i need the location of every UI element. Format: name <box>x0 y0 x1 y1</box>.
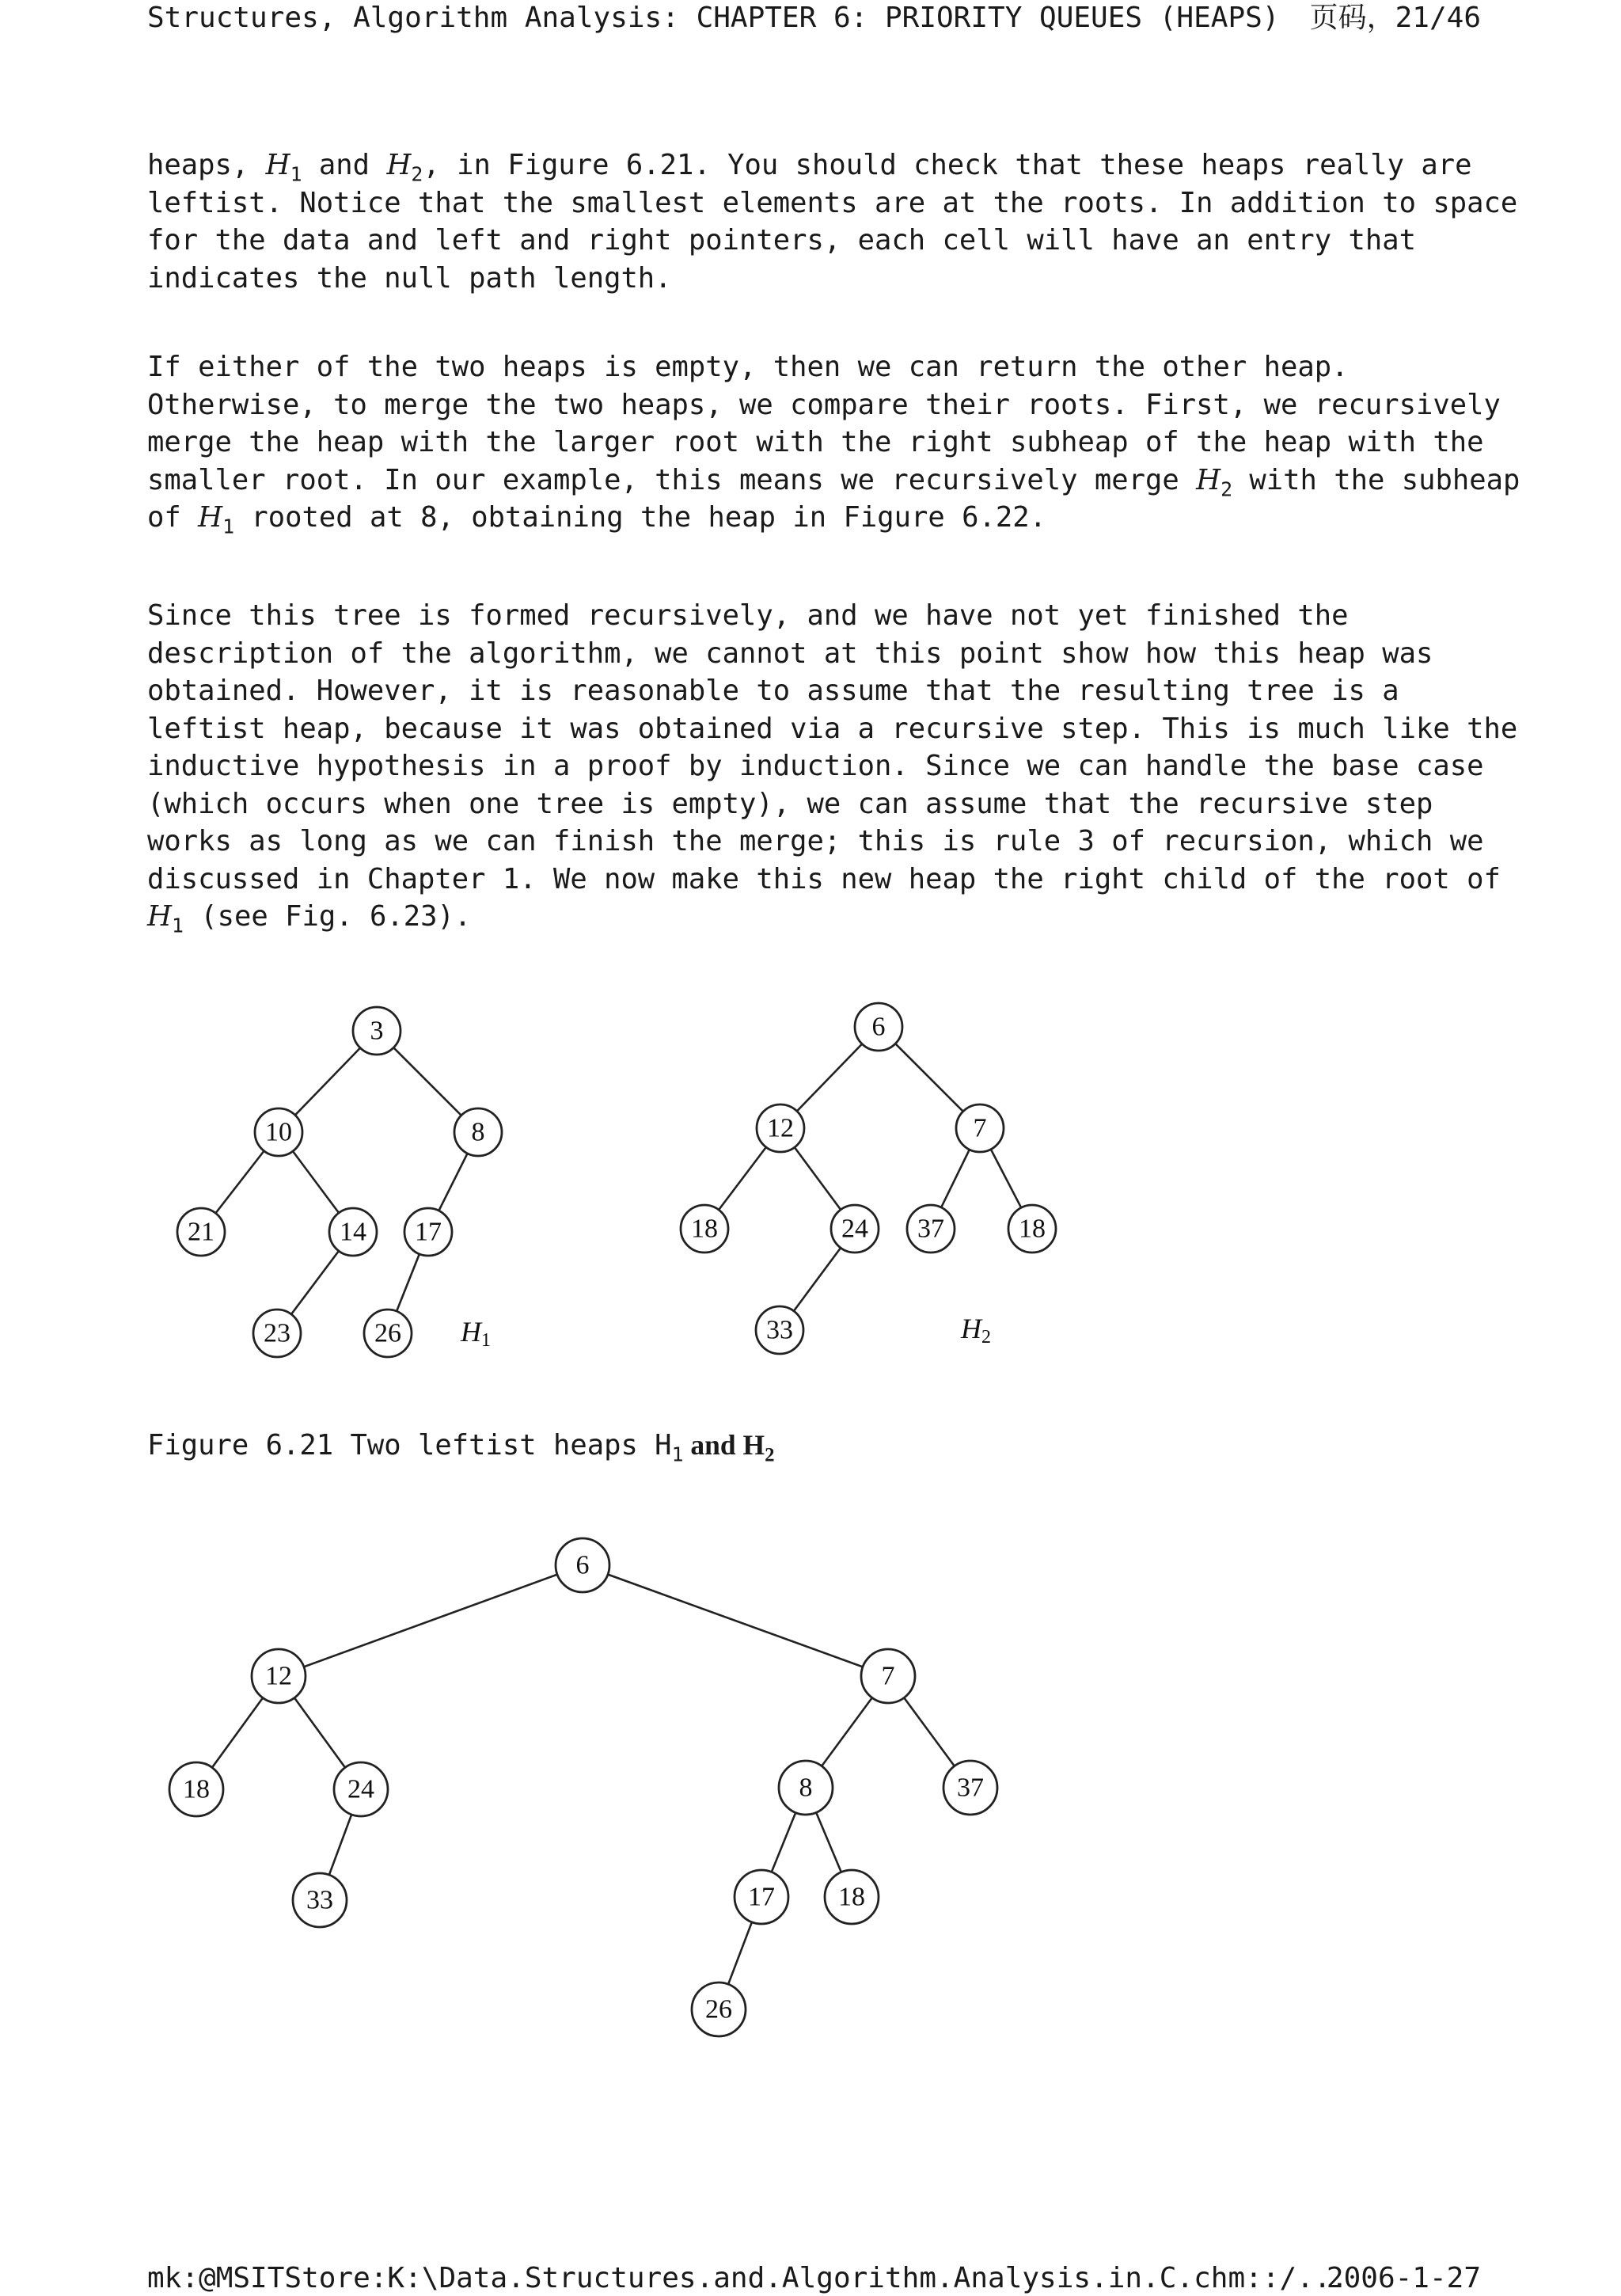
svg-text:23: 23 <box>264 1318 290 1348</box>
h1-node-10 <box>255 1108 302 1156</box>
fig622-node-18-right <box>825 1870 879 1924</box>
svg-text:33: 33 <box>306 1885 333 1915</box>
svg-text:17: 17 <box>415 1217 442 1247</box>
svg-text:21: 21 <box>188 1217 214 1247</box>
h1-node-23 <box>253 1310 301 1357</box>
fig622-node-17 <box>735 1870 788 1924</box>
svg-text:18: 18 <box>1019 1214 1046 1244</box>
svg-text:37: 37 <box>917 1214 944 1244</box>
fig622-node-24 <box>334 1762 388 1816</box>
svg-text:6: 6 <box>871 1012 886 1042</box>
svg-text:8: 8 <box>799 1773 813 1803</box>
fig622-node-33 <box>293 1873 347 1927</box>
svg-text:10: 10 <box>265 1117 292 1147</box>
h2-node-18-left <box>681 1205 728 1253</box>
h2-node-24 <box>831 1205 879 1253</box>
fig622-node-8 <box>779 1761 833 1815</box>
h2-node-12 <box>757 1104 804 1152</box>
svg-text:18: 18 <box>183 1774 210 1804</box>
svg-text:24: 24 <box>347 1774 374 1804</box>
svg-text:7: 7 <box>881 1661 895 1691</box>
svg-text:17: 17 <box>748 1882 775 1912</box>
svg-text:7: 7 <box>973 1113 987 1143</box>
svg-text:3: 3 <box>370 1016 384 1046</box>
h1-node-21 <box>177 1208 225 1256</box>
header-title: Structures, Algorithm Analysis: CHAPTER 6: PRIORITY QUEUES (HEAPS) <box>147 2 1280 34</box>
h2-node-37 <box>907 1205 955 1253</box>
figure-6-21-caption: Figure 6.21 Two leftist heaps $H_1$ and $H_2$ <box>147 1429 775 1466</box>
footer-path: mk:@MSITStore:K:\Data.Structures.and.Algorithm.Analysis.in.C.chm::/... <box>147 2262 1349 2294</box>
h1-node-8 <box>454 1108 502 1156</box>
fig622-node-18-left <box>169 1762 223 1816</box>
fig622-node-7 <box>861 1649 915 1703</box>
paragraph-3: Since this tree is formed recursively, and we have not yet finished the description of the algorithm, we cannot at this point show how this heap was obtained. However, it is reasonable to assume that the resulting tree is a leftist heap, because it was obtained via a recursive step. This is much like the inductive hypothesis in a proof by induction. Since we can handle the base case (which occurs when one tree is empty), we can assume that the recursive step works as long as we can finish the merge; this is rule 3 of recursion, which we discussed in Chapter 1. We now make this new heap the right child of the root of $H_1$ (see Fig. 6.23). <box>147 599 1518 937</box>
paragraph-2: If either of the two heaps is empty, then we can return the other heap. Otherwise, to merge the two heaps, we compare their roots. First, we recursively merge the heap with the larger root with the right subheap of the heap with the smaller root. In our example, this means we recursively merge $H_2$ with the subheap of $H_1$ rooted at 8, obtaining the heap in Figure 6.22. <box>147 351 1520 538</box>
h2-node-7 <box>956 1104 1004 1152</box>
header-page-number: 页码，21/46 <box>1309 2 1481 34</box>
fig622-node-6 <box>556 1538 609 1592</box>
fig622-node-26 <box>692 1982 746 2036</box>
h1-node-17 <box>404 1208 452 1256</box>
svg-text:18: 18 <box>691 1214 718 1244</box>
h2-node-18-right <box>1008 1205 1056 1253</box>
heap-h2-tree <box>681 1003 1056 1354</box>
svg-text:12: 12 <box>265 1661 292 1691</box>
svg-text:37: 37 <box>957 1773 984 1803</box>
fig622-node-37 <box>943 1761 997 1815</box>
svg-text:6: 6 <box>575 1550 590 1580</box>
svg-text:8: 8 <box>471 1117 485 1147</box>
h1-node-3 <box>353 1007 401 1055</box>
fig622-node-12 <box>252 1649 306 1703</box>
h2-node-33 <box>756 1306 803 1354</box>
svg-text:12: 12 <box>767 1113 794 1143</box>
h1-node-14 <box>329 1208 377 1256</box>
h1-node-26 <box>364 1310 412 1357</box>
svg-text:33: 33 <box>766 1315 793 1345</box>
paragraph-1: heaps, $H_1$ and $H_2$, in Figure 6.21. You should check that these heaps really are leftist. Notice that the smallest elements are at the roots. In addition to space for the data and left and right pointers, each cell will have an entry that indicates the null path length. <box>147 149 1518 295</box>
svg-text:26: 26 <box>374 1318 401 1348</box>
svg-text:24: 24 <box>841 1214 868 1244</box>
h2-node-6 <box>855 1003 902 1051</box>
heap-h1-tree <box>177 1007 502 1357</box>
heap-h1-label: H1 <box>461 1316 491 1351</box>
svg-text:26: 26 <box>705 1994 732 2024</box>
figure-6-22 <box>169 1538 997 2036</box>
svg-text:14: 14 <box>340 1217 366 1247</box>
footer-date: 2006-1-27 <box>1326 2262 1481 2294</box>
page-footer <box>147 2264 1481 2296</box>
heap-h2-label: H2 <box>961 1313 991 1348</box>
svg-text:18: 18 <box>838 1882 865 1912</box>
